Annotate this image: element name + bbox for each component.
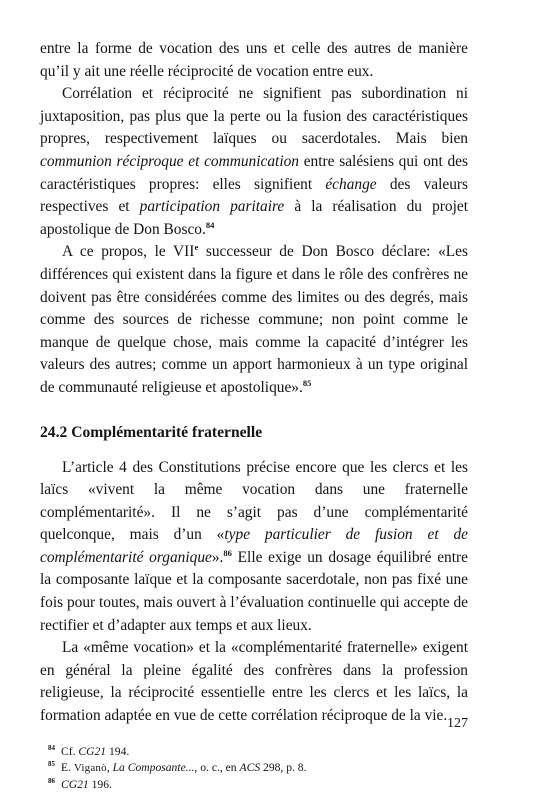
text: des valeurs respectives et [40,175,469,216]
text: L’article 4 des Constitutions précise encore que les clercs et les laïcs «vivent la même vocation dans une fraternelle complémentarité». Il ne s’agit pas d’une complémentarité quelconque, mais d’un « [40,458,468,544]
text: à la réalisation du projet apostolique de Don Bosco. [40,198,468,238]
footnote-85 [48,760,468,777]
text: 298, p. 8. [260,761,307,775]
text: Elle exige un dosage équilibré entre la composante laïque et la composante sacerdotale, non pas fixé une fois pour toutes, mais ouvert à l’évaluation continuelle qui accepte de rectifier et d’adapter aux temps et aux lieux. [40,548,468,634]
text: A ce propos, le VII [62,243,195,261]
italic-text: CG21 [61,777,89,791]
italic-text: type particulier de fusion et de complémentarité organique [40,526,468,566]
text: La «même vocation» et la «complémentarité fraternelle» exigent en général la pleine égalité des confrères dans la profession religieuse, la réciprocité essentielle entre les clercs et les laïcs, la formation adaptée en vue de cette corrélation réciproque de la vie. [40,639,468,725]
text: entre salésiens qui ont des caractéristiques propres: elles signifient [40,152,468,193]
text: 194. [106,744,130,758]
page-body [40,38,468,793]
text: , o. c., en [194,761,240,775]
italic-text: communion réciproque et communication [40,152,299,170]
page-number: 127 [447,716,468,731]
paragraph-2 [40,83,468,241]
footnote-86 [48,777,468,793]
text: , [106,761,113,775]
text: E. [61,761,74,775]
italic-text: La Composante... [112,761,195,775]
text: ». [211,548,224,566]
footnote-ref-85[interactable]: 85 [302,377,312,388]
ordinal-superscript: e [194,242,199,253]
italic-text: participation paritaire [139,198,285,216]
footnotes [48,744,468,793]
italic-text: échange [325,175,377,193]
footnote-ref-86[interactable]: 86 [223,547,232,558]
author-name: Viganò [73,762,107,775]
footnote-number: 85 [48,760,55,769]
footnote-ref-84[interactable]: 84 [205,219,215,230]
footnote-number: 84 [48,743,55,752]
text: entre la forme de vocation des uns et celle des autres de manière qu’il y ait une réelle réciprocité de vocation entre eux. [40,40,468,80]
text: Cf. [61,744,79,758]
text: successeur de Don Bosco déclare: «Les différences qui existent dans la figure et dans le rôle des confrères ne doivent pas être considérées comme des limites ou des degrés, mais comme des sources de richesse commune; non point comme le manque de quelque chose, mais comme la capacité d’intégrer les valeurs des autres; comme un apport harmonieux à un type original de communauté religieuse et apostolique». [40,243,468,396]
footnote-84 [48,744,468,761]
paragraph-4 [40,457,468,638]
paragraph-3 [40,241,468,399]
section-heading: 24.2 Complémentarité fraternelle [40,423,263,441]
italic-text: CG21 [78,744,107,758]
paragraph-1 [40,38,468,83]
paragraph-5 [40,637,468,727]
italic-text: ACS [239,761,261,775]
text: Corrélation et réciprocité ne signifient pas subordination ni juxtaposition, pas plus que la perte ou la fusion des caractéristiques propres, respectivement laïques ou sacerdotales. Mais bien [40,85,468,148]
footnote-number: 86 [48,776,55,785]
text: 196. [88,777,112,791]
